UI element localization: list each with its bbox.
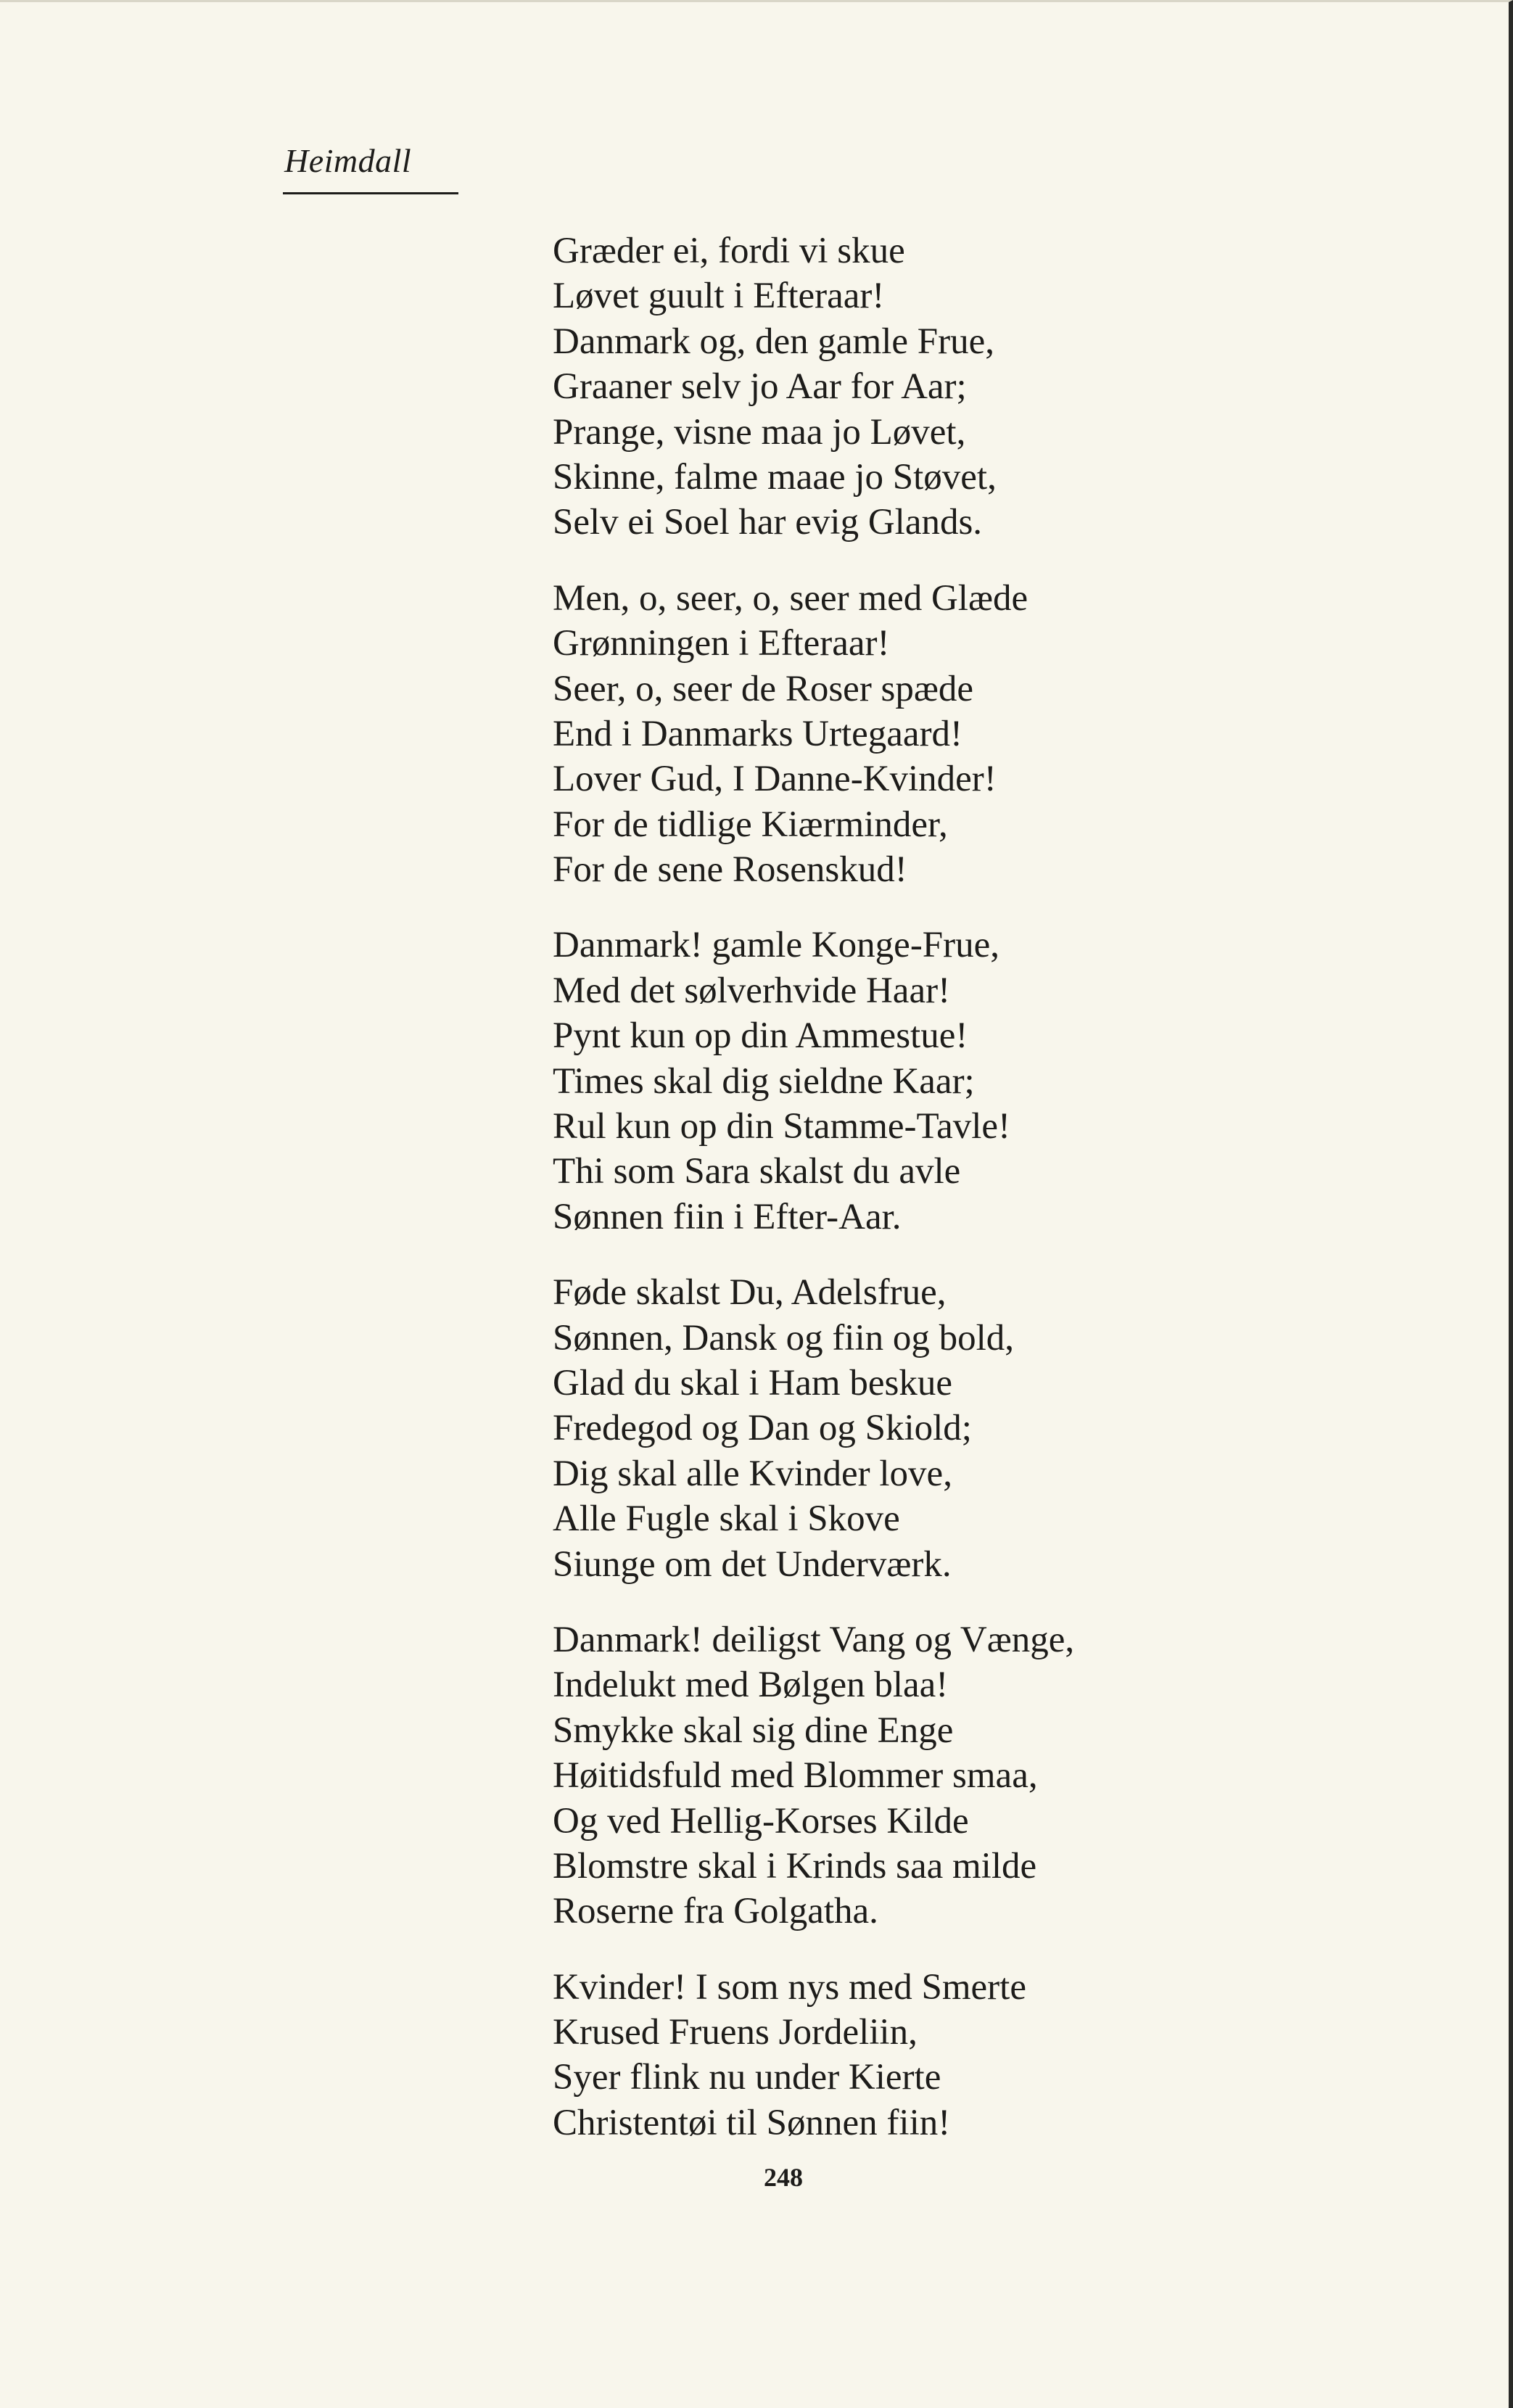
poem-line: Selv ei Soel har evig Glands. — [553, 502, 983, 543]
poem-line: Høitidsfuld med Blommer smaa, — [553, 1755, 1038, 1797]
poem-line: Syer flink nu under Kierte — [553, 2057, 941, 2098]
poem-line: Pynt kun op din Ammestue! — [553, 1015, 968, 1057]
stanza — [553, 923, 1387, 1240]
poem-line: Danmark! deiligst Vang og Vænge, — [553, 1619, 1075, 1660]
running-head-title: Heimdall — [284, 142, 412, 179]
stanza — [553, 1965, 1387, 2146]
poem-line: Smykke skal sig dine Enge — [553, 1710, 954, 1751]
poem-line: Seer, o, seer de Roser spæde — [553, 668, 974, 709]
poem-line: Sønnen, Dansk og fiin og bold, — [553, 1317, 1015, 1358]
poem-line: Kvinder! I som nys med Smerte — [553, 1966, 1026, 2008]
poem-line: Siunge om det Underværk. — [553, 1543, 952, 1585]
poem-line: Glad du skal i Ham beskue — [553, 1362, 952, 1403]
poem-line: Skinne, falme maae jo Støvet, — [553, 456, 997, 498]
poem-line: Christentøi til Sønnen fiin! — [553, 2102, 951, 2143]
poem-line: For de sene Rosenskud! — [553, 849, 907, 891]
running-head-rule — [283, 192, 458, 194]
poem-line: Graaner selv jo Aar for Aar; — [553, 366, 967, 408]
poem-line: Danmark og, den gamle Frue, — [553, 321, 994, 362]
poem-line: Og ved Hellig-Korses Kilde — [553, 1800, 969, 1842]
poem-line: Lover Gud, I Danne-Kvinder! — [553, 759, 997, 800]
poem-line: End i Danmarks Urtegaard! — [553, 713, 963, 754]
poem-line: Danmark! gamle Konge-Frue, — [553, 925, 1000, 966]
poem-line: Roserne fra Golgatha. — [553, 1891, 878, 1932]
poem-line: Dig skal alle Kvinder love, — [553, 1453, 952, 1494]
poem-line: Prange, visne maa jo Løvet, — [553, 411, 966, 453]
poem-line: Men, o, seer, o, seer med Glæde — [553, 577, 1028, 619]
poem — [553, 228, 1387, 2176]
stanza — [553, 1270, 1387, 1587]
stanza — [553, 1617, 1387, 1934]
stanza — [553, 228, 1387, 545]
poem-line: Krused Fruens Jordeliin, — [553, 2012, 918, 2053]
poem-line: Thi som Sara skalst du avle — [553, 1151, 961, 1192]
poem-line: Fredegod og Dan og Skiold; — [553, 1408, 972, 1449]
poem-line: Rul kun op din Stamme-Tavle! — [553, 1106, 1011, 1147]
poem-line: For de tidlige Kiærminder, — [553, 804, 948, 845]
poem-line: Alle Fugle skal i Skove — [553, 1498, 900, 1540]
poem-line: Times skal dig sieldne Kaar; — [553, 1060, 975, 1102]
stanza — [553, 576, 1387, 893]
poem-line: Indelukt med Bølgen blaa! — [553, 1665, 949, 1706]
poem-line: Blomstre skal i Krinds saa milde — [553, 1845, 1037, 1887]
poem-line: Med det sølverhvide Haar! — [553, 970, 951, 1011]
poem-line: Sønnen fiin i Efter-Aar. — [553, 1196, 902, 1237]
poem-line: Løvet guult i Efteraar! — [553, 276, 885, 317]
poem-line: Grønningen i Efteraar! — [553, 623, 890, 664]
poem-line: Græder ei, fordi vi skue — [553, 231, 905, 271]
poem-line: Føde skalst Du, Adelsfrue, — [553, 1272, 947, 1314]
page-number: 248 — [764, 2163, 803, 2192]
